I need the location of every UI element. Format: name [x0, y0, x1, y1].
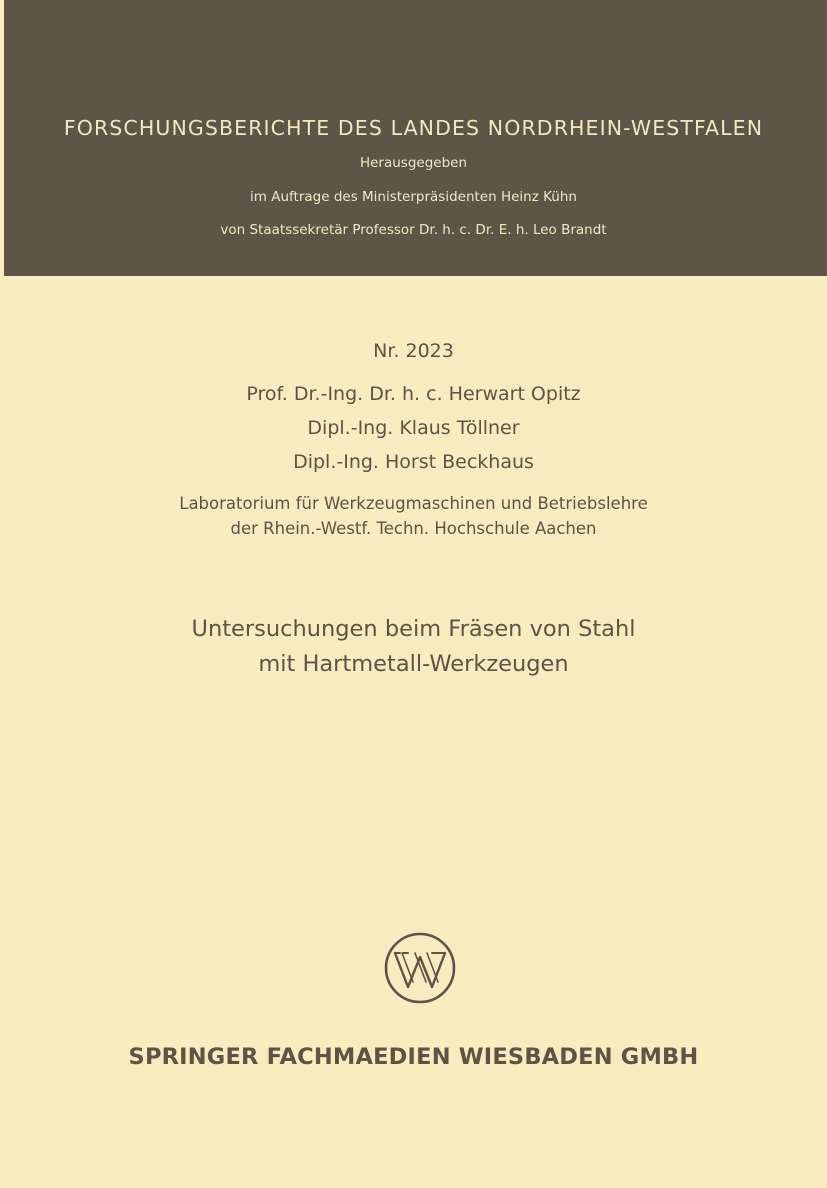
- report-title-line-1: Untersuchungen beim Fräsen von Stahl: [191, 616, 636, 642]
- report-title-line-2: mit Hartmetall-Werkzeugen: [258, 651, 569, 677]
- institution-line-1: Laboratorium für Werkzeugmaschinen und Betriebslehre: [179, 494, 648, 513]
- publisher-name: SPRINGER FACHMAEDIEN WIESBADEN GMBH: [128, 1044, 699, 1070]
- series-title: FORSCHUNGSBERICHTE DES LANDES NORDRHEIN-WESTFALEN: [63, 116, 764, 140]
- author-2: Dipl.-Ing. Klaus Töllner: [307, 417, 520, 439]
- editor-line-2: im Auftrage des Ministerpräsidenten Heinz Kühn: [250, 189, 577, 205]
- publisher-logo-icon: [383, 931, 457, 1005]
- editor-line-1: Herausgegeben: [359, 155, 468, 171]
- institution-line-2: der Rhein.-Westf. Techn. Hochschule Aachen: [230, 519, 597, 538]
- author-3: Dipl.-Ing. Horst Beckhaus: [293, 451, 534, 473]
- editor-line-3: von Staatssekretär Professor Dr. h. c. Dr. E. h. Leo Brandt: [220, 222, 607, 238]
- author-1: Prof. Dr.-Ing. Dr. h. c. Herwart Opitz: [246, 383, 581, 405]
- report-number: Nr. 2023: [373, 340, 454, 362]
